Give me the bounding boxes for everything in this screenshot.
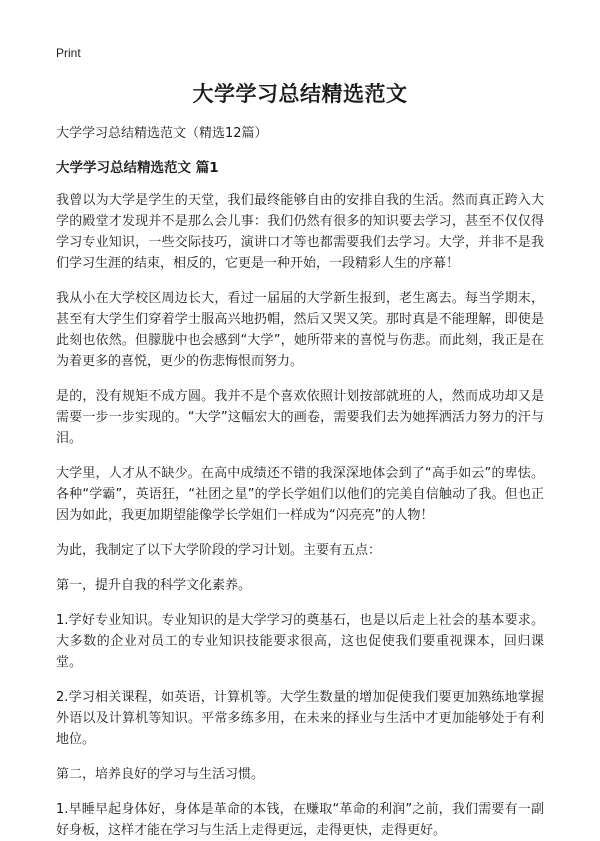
- paragraph: 我从小在大学校区周边长大，看过一届届的大学新生报到，老生离去。每当学期末，甚至有大学生们穿着学士服高兴地扔帽，然后又哭又笑。那时真是不能理解，即使是此刻也依然。但朦胧中也会感到“大学”，她所带来的喜悦与伤悲。而此刻，我正是在为着更多的喜悦，更少的伤悲悔恨而努力。: [56, 291, 544, 369]
- paragraph: 1.早睡早起身体好，身体是革命的本钱，在赚取“革命的利润”之前，我们需要有一副好身板，这样才能在学习与生活上走得更远，走得更快，走得更好。: [56, 802, 544, 838]
- section-heading: 大学学习总结精选范文 篇1: [56, 160, 219, 176]
- paragraph: 第一，提升自我的科学文化素养。: [56, 578, 252, 593]
- paragraph: 2.学习相关课程，如英语，计算机等。大学生数量的增加促使我们要更加熟练地掌握外语以及计算机等知识。平常多练多用，在未来的择业与生活中才更加能够处于有利地位。: [56, 690, 544, 747]
- paragraph: 为此，我制定了以下大学阶段的学习计划。主要有五点：: [56, 543, 382, 558]
- paragraph: 1.学好专业知识。专业知识的是大学学习的奠基石，也是以后走上社会的基本要求。大多数的企业对员工的专业知识技能要求很高，这也促使我们要重视课本，回归课堂。: [56, 613, 544, 670]
- article-body: [56, 190, 544, 841]
- paragraph: 是的，没有规矩不成方圆。我并不是个喜欢依照计划按部就班的人，然而成功却又是需要一步一步实现的。“大学”这幅宏大的画卷，需要我们去为她挥洒活力努力的汗与泪。: [56, 389, 544, 446]
- print-link[interactable]: Print: [56, 46, 81, 60]
- paragraph: 大学里，人才从不缺少。在高中成绩还不错的我深深地体会到了“高手如云”的卑怯。各种“学霸”，英语狂，“社团之星”的学长学姐们以他们的完美自信触动了我。但也正因为如此，我更加期望能像学长学姐们一样成为“闪亮亮”的人物！: [56, 466, 544, 523]
- document-subtitle: 大学学习总结精选范文（精选12篇）: [56, 126, 268, 141]
- page-title: 大学学习总结精选范文: [192, 82, 408, 106]
- paragraph: 我曾以为大学是学生的天堂，我们最终能够自由的安排自我的生活。然而真正跨入大学的殿堂才发现并不是那么会儿事：我们仍然有很多的知识要去学习，甚至不仅仅得学习专业知识，一些交际技巧，演讲口才等也都需要我们去学习。大学，并非不是我们学习生涯的结束，相反的，它更是一种开始，一段精彩人生的序幕！: [56, 193, 544, 271]
- paragraph: 第二，培养良好的学习与生活习惯。: [56, 767, 265, 782]
